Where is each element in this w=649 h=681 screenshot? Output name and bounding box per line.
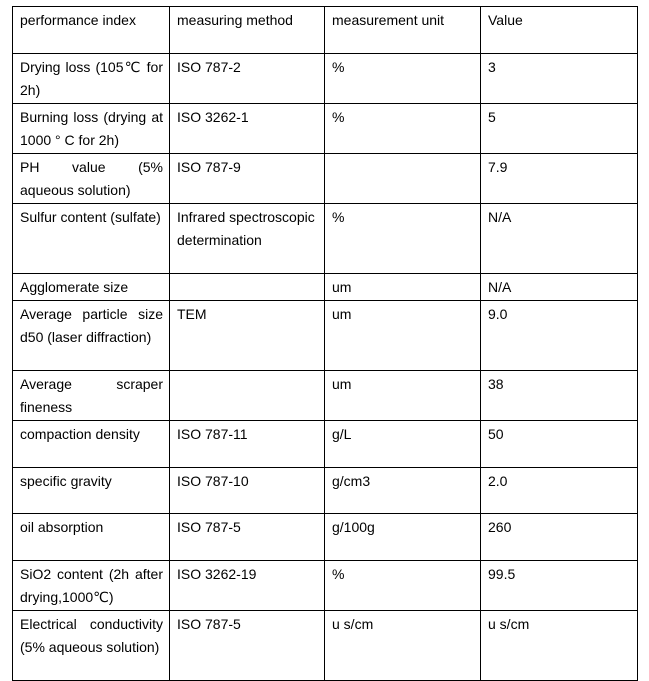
cell-performance-index: specific gravity xyxy=(13,468,170,514)
cell-value: 5 xyxy=(481,104,638,154)
cell-measuring-method: TEM xyxy=(170,301,325,371)
table-row xyxy=(13,204,638,274)
cell-measurement-unit: um xyxy=(325,301,481,371)
header-value: Value xyxy=(481,7,638,54)
cell-measuring-method: ISO 787-10 xyxy=(170,468,325,514)
table-row xyxy=(13,301,638,371)
cell-measuring-method: Infrared spectroscopic determination xyxy=(170,204,325,274)
cell-measurement-unit: % xyxy=(325,204,481,274)
cell-measurement-unit: % xyxy=(325,104,481,154)
header-measurement-unit: measurement unit xyxy=(325,7,481,54)
cell-performance-index: Average particle size d50 (laser diffraction) xyxy=(13,301,170,371)
table-row xyxy=(13,611,638,681)
cell-measuring-method: ISO 3262-1 xyxy=(170,104,325,154)
cell-measurement-unit: % xyxy=(325,54,481,104)
cell-measuring-method: ISO 787-11 xyxy=(170,421,325,468)
cell-measurement-unit: g/L xyxy=(325,421,481,468)
cell-performance-index: PH value (5% aqueous solution) xyxy=(13,154,170,204)
cell-value: 7.9 xyxy=(481,154,638,204)
cell-value: 2.0 xyxy=(481,468,638,514)
table-row xyxy=(13,154,638,204)
cell-measuring-method: ISO 787-5 xyxy=(170,611,325,681)
header-measuring-method: measuring method xyxy=(170,7,325,54)
cell-measurement-unit: um xyxy=(325,274,481,301)
table-row xyxy=(13,371,638,421)
table-row xyxy=(13,514,638,561)
cell-measurement-unit: um xyxy=(325,371,481,421)
cell-performance-index: Drying loss (105℃ for 2h) xyxy=(13,54,170,104)
cell-value: u s/cm xyxy=(481,611,638,681)
table-row xyxy=(13,104,638,154)
cell-performance-index: Burning loss (drying at 1000 ° C for 2h) xyxy=(13,104,170,154)
cell-performance-index: SiO2 content (2h after drying,1000℃) xyxy=(13,561,170,611)
table-row xyxy=(13,561,638,611)
cell-measurement-unit: u s/cm xyxy=(325,611,481,681)
header-row xyxy=(13,7,638,54)
cell-performance-index: Electrical conductivity (5% aqueous solution) xyxy=(13,611,170,681)
cell-measuring-method: ISO 787-5 xyxy=(170,514,325,561)
cell-performance-index: Average scraper fineness xyxy=(13,371,170,421)
table-row xyxy=(13,54,638,104)
specification-table xyxy=(12,6,638,681)
cell-value: 38 xyxy=(481,371,638,421)
cell-value: 50 xyxy=(481,421,638,468)
cell-measuring-method: ISO 787-9 xyxy=(170,154,325,204)
cell-value: 260 xyxy=(481,514,638,561)
cell-value: N/A xyxy=(481,274,638,301)
cell-measurement-unit: g/100g xyxy=(325,514,481,561)
cell-measuring-method xyxy=(170,371,325,421)
cell-measuring-method: ISO 787-2 xyxy=(170,54,325,104)
cell-value: N/A xyxy=(481,204,638,274)
cell-performance-index: compaction density xyxy=(13,421,170,468)
cell-value: 3 xyxy=(481,54,638,104)
table-row xyxy=(13,274,638,301)
cell-performance-index: Agglomerate size xyxy=(13,274,170,301)
header-performance-index: performance index xyxy=(13,7,170,54)
table-row xyxy=(13,468,638,514)
cell-performance-index: oil absorption xyxy=(13,514,170,561)
cell-measuring-method: ISO 3262-19 xyxy=(170,561,325,611)
table-row xyxy=(13,421,638,468)
cell-value: 99.5 xyxy=(481,561,638,611)
cell-measuring-method xyxy=(170,274,325,301)
cell-measurement-unit: % xyxy=(325,561,481,611)
cell-value: 9.0 xyxy=(481,301,638,371)
cell-measurement-unit xyxy=(325,154,481,204)
cell-performance-index: Sulfur content (sulfate) xyxy=(13,204,170,274)
cell-measurement-unit: g/cm3 xyxy=(325,468,481,514)
